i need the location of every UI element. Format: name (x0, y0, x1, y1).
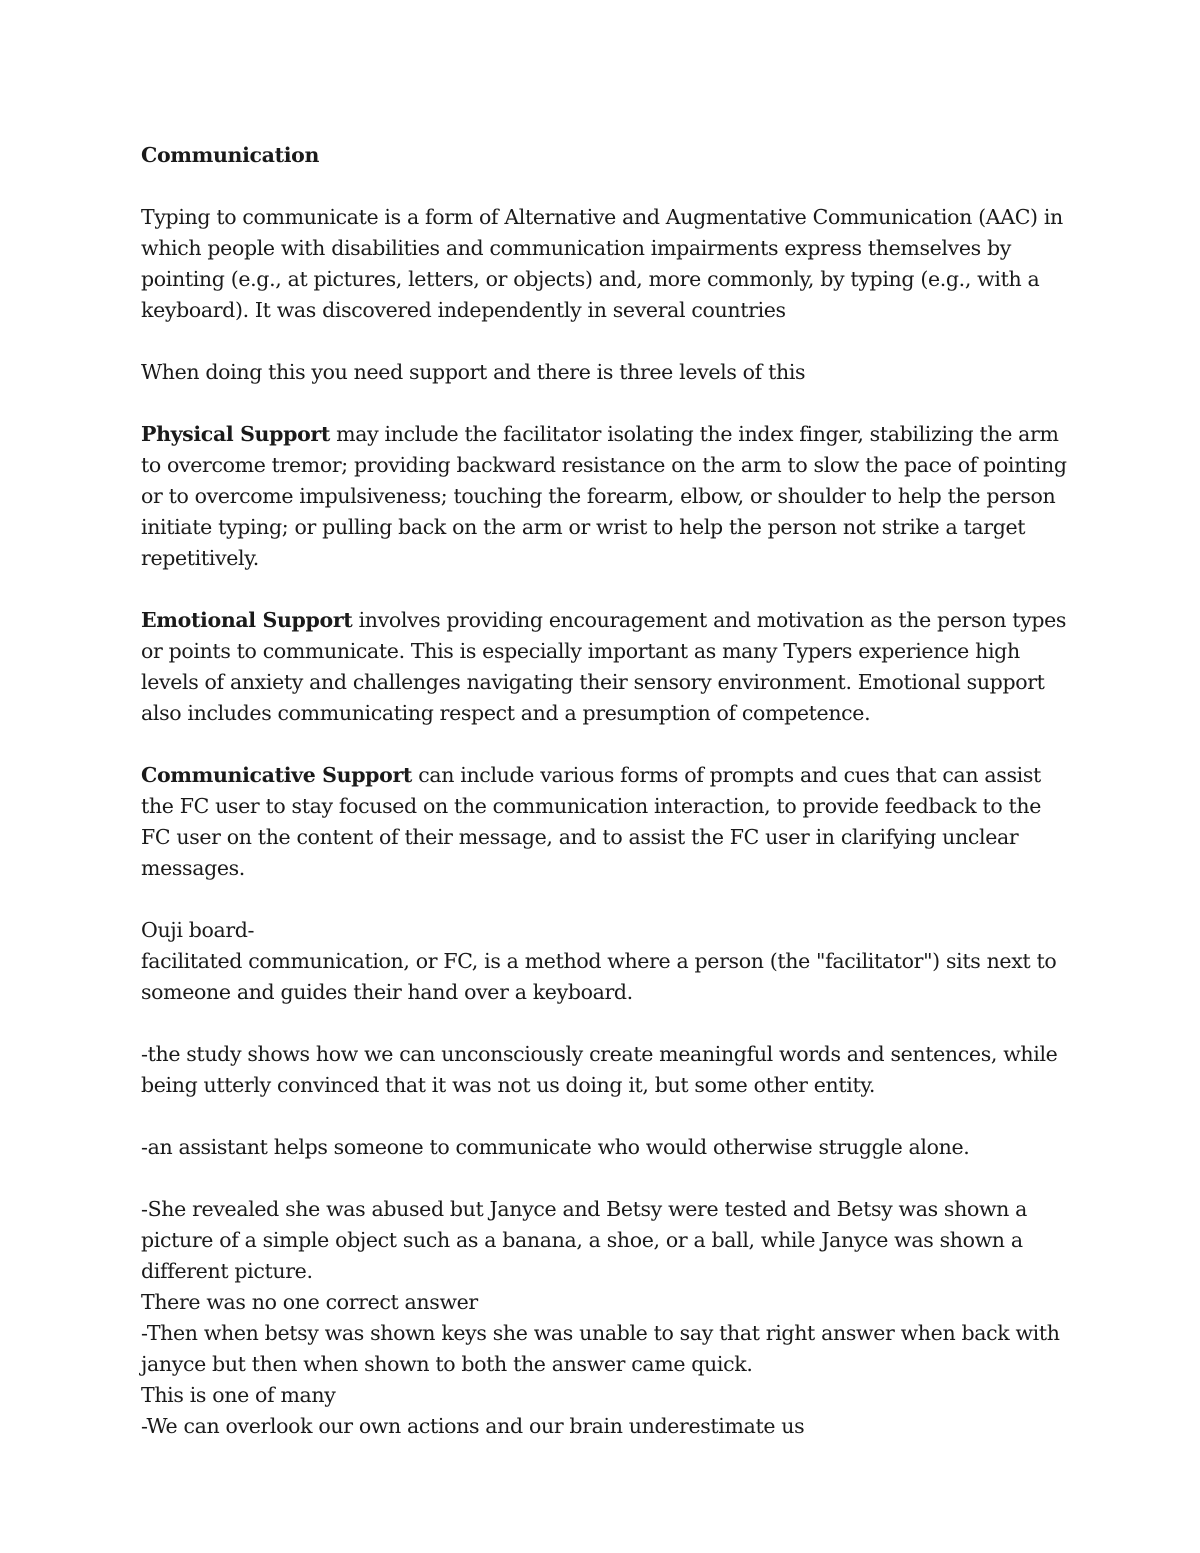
document-title: Communication (141, 143, 320, 167)
communicative-support-text: can include various forms of prompts and cues that can assist the FC user to stay focused on the communication interaction, to provide feedback to the FC user on the content of their message, and to assist the FC user in clarifying unclear messages. (141, 763, 1042, 880)
note-many: This is one of many (141, 1383, 336, 1407)
ouji-section (141, 915, 1071, 1008)
note-study: -the study shows how we can unconsciously create meaningful words and sentences, while being utterly convinced that it was not us doing it, but some other entity. (141, 1042, 1058, 1097)
emotional-support-paragraph (141, 605, 1071, 729)
physical-support-text: may include the facilitator isolating the index finger, stabilizing the arm to overcome tremor; providing backward resistance on the arm to slow the pace of pointing or to overcome impulsiveness; touching the forearm, elbow, or shoulder to help the person initiate typing; or pulling back on the arm or wrist to help the person not strike a target repetitively. (141, 422, 1067, 570)
notes-block (141, 1194, 1071, 1442)
ouji-heading: Ouji board- (141, 918, 255, 942)
emotional-support-term: Emotional Support (141, 608, 353, 632)
communicative-support-paragraph (141, 760, 1071, 884)
communicative-support-term: Communicative Support (141, 763, 413, 787)
document-page (141, 140, 1071, 1442)
ouji-text: facilitated communication, or FC, is a method where a person (the "facilitator") sits next to someone and guides their hand over a keyboard. (141, 949, 1057, 1004)
note-no-answer: There was no one correct answer (141, 1290, 478, 1314)
intro-paragraph: Typing to communicate is a form of Alternative and Augmentative Communication (AAC) in which people with disabilities and communication impairments express themselves by pointing (e.g., at pictures, letters, or objects) and, more commonly, by typing (e.g., with a keyboard). It was discovered independently in several countries (141, 205, 1063, 322)
note-assistant: -an assistant helps someone to communicate who would otherwise struggle alone. (141, 1135, 970, 1159)
emotional-support-text: involves providing encouragement and motivation as the person types or points to communicate. This is especially important as many Typers experience high levels of anxiety and challenges navigating their sensory environment. Emotional support also includes communicating respect and a presumption of competence. (141, 608, 1067, 725)
note-overlook: -We can overlook our own actions and our brain underestimate us (141, 1414, 805, 1438)
physical-support-term: Physical Support (141, 422, 330, 446)
physical-support-paragraph (141, 419, 1071, 574)
note-keys: -Then when betsy was shown keys she was unable to say that right answer when back with janyce but then when shown to both the answer came quick. (141, 1321, 1060, 1376)
support-intro-paragraph: When doing this you need support and there is three levels of this (141, 360, 806, 384)
note-abuse: -She revealed she was abused but Janyce and Betsy were tested and Betsy was shown a picture of a simple object such as a banana, a shoe, or a ball, while Janyce was shown a different picture. (141, 1197, 1028, 1283)
